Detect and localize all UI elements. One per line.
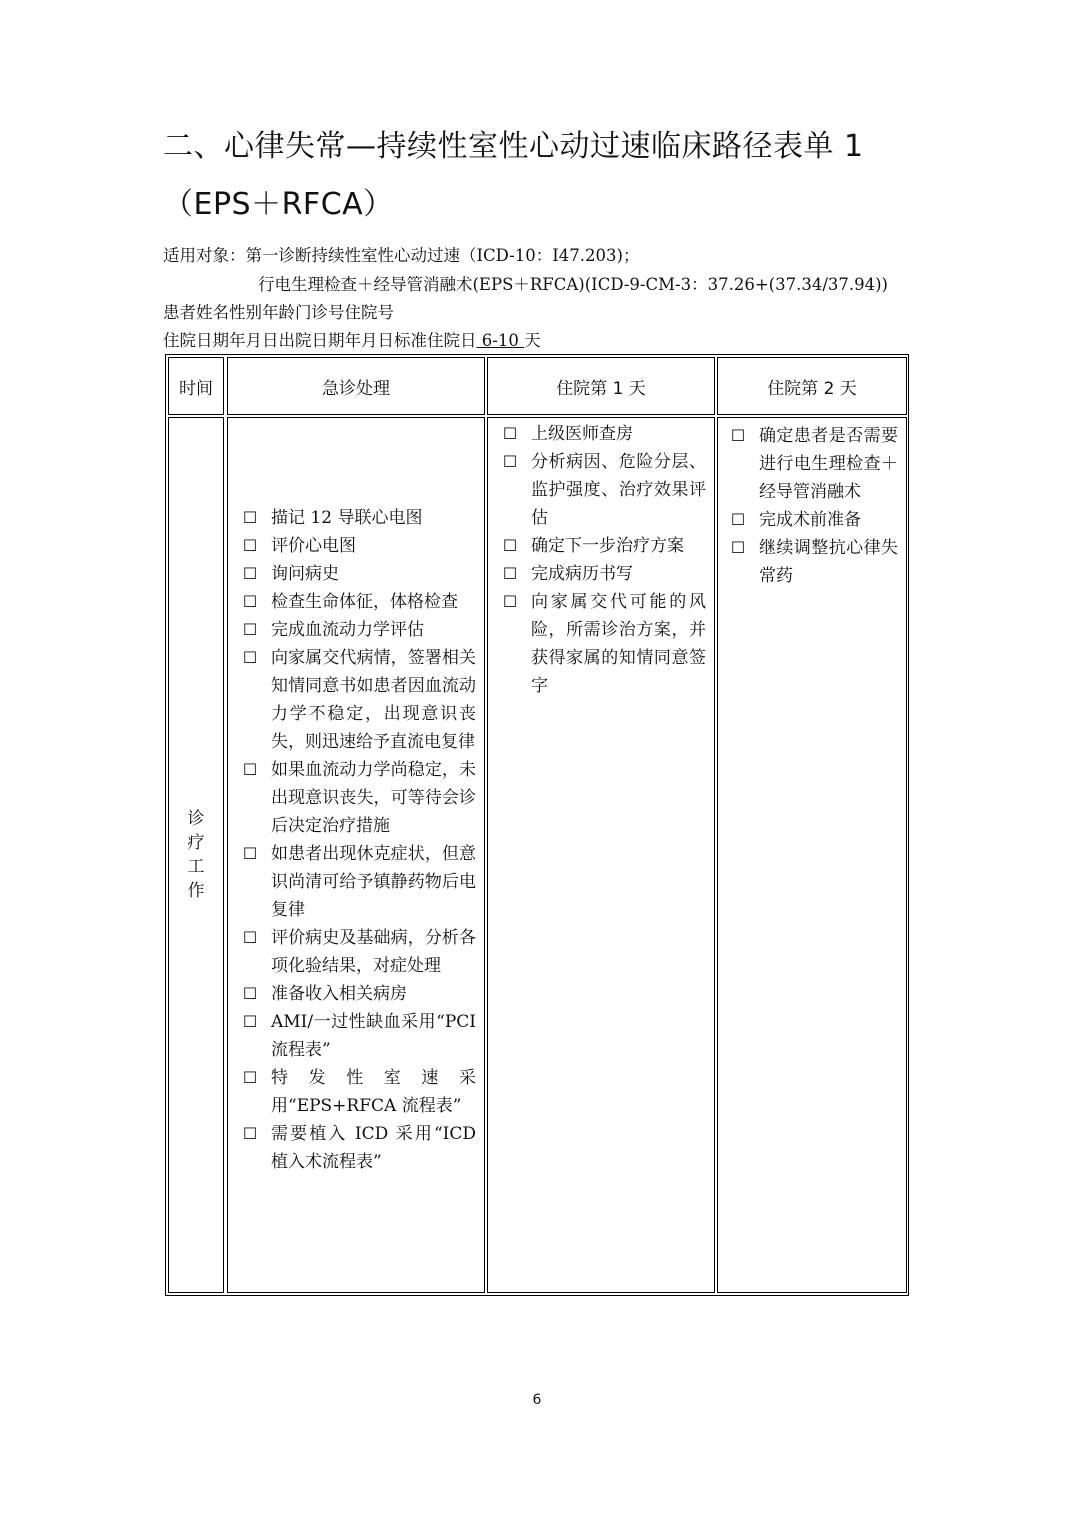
checklist-item	[240, 616, 476, 644]
checklist-item	[728, 534, 898, 590]
checkbox-icon[interactable]: ☐	[242, 508, 258, 527]
checklist-item	[500, 532, 706, 560]
header-day-1: 住院第 1 天	[487, 357, 715, 415]
row-label-char: 疗	[187, 833, 205, 853]
checklist-item-text: 检查生命体征，体格检查	[271, 592, 458, 612]
checkbox-icon[interactable]: ☐	[242, 536, 258, 555]
scope-line-1: 适用对象：第一诊断持续性室性心动过速（ICD-10：I47.203)；	[163, 246, 640, 265]
checklist-item	[500, 560, 706, 588]
checklist-item-text: 准备收入相关病房	[271, 984, 407, 1004]
header-time: 时间	[168, 357, 224, 415]
checklist-item-text: 如果血流动力学尚稳定，未出现意识丧失，可等待会诊后决定治疗措施	[271, 760, 476, 836]
checklist-item	[728, 422, 898, 506]
row-label-char: 作	[187, 881, 205, 901]
checklist-item	[500, 448, 706, 532]
checkbox-icon[interactable]: ☐	[502, 564, 518, 583]
checklist-item	[240, 532, 476, 560]
checklist-item-text: 如患者出现休克症状，但意识尚清可给予镇静药物后电复律	[271, 844, 476, 920]
day-1-checklist	[500, 420, 706, 700]
checkbox-icon[interactable]: ☐	[242, 1124, 258, 1143]
checklist-item	[240, 588, 476, 616]
checklist-item	[240, 840, 476, 924]
emergency-cell	[227, 417, 485, 1293]
checklist-item-text: 完成血流动力学评估	[271, 620, 424, 640]
checklist-item-text: 确定下一步治疗方案	[531, 536, 684, 556]
checkbox-icon[interactable]: ☐	[730, 426, 746, 445]
checklist-item-text: 特发性室速采用“EPS+RFCA 流程表”	[271, 1068, 476, 1116]
checkbox-icon[interactable]: ☐	[242, 1012, 258, 1031]
row-label-char: 诊	[187, 809, 205, 829]
checklist-item-text: 继续调整抗心律失常药	[759, 538, 898, 586]
checklist-item	[240, 756, 476, 840]
checklist-item	[240, 644, 476, 756]
day-1-cell	[487, 417, 715, 1293]
emergency-checklist	[240, 504, 476, 1176]
checkbox-icon[interactable]: ☐	[502, 592, 518, 611]
checklist-item	[240, 1120, 476, 1176]
checklist-item	[500, 588, 706, 700]
checkbox-icon[interactable]: ☐	[502, 452, 518, 471]
patient-info-line: 患者姓名性别年龄门诊号住院号	[163, 303, 394, 322]
checklist-item-text: 向家属交代病情，签署相关知情同意书如患者因血流动力学不稳定，出现意识丧失，则迅速给予直流电复律	[271, 648, 476, 752]
header-emergency: 急诊处理	[227, 357, 485, 415]
clinical-pathway-table	[165, 354, 909, 1296]
checklist-item	[728, 506, 898, 534]
row-label-char: 工	[187, 857, 205, 877]
admission-dates-line	[163, 327, 541, 355]
checklist-item-text: 向家属交代可能的风险，所需诊治方案，并获得家属的知情同意签字	[531, 592, 706, 696]
checklist-item	[240, 1064, 476, 1120]
day-2-checklist	[728, 422, 898, 590]
checkbox-icon[interactable]: ☐	[730, 510, 746, 529]
checkbox-icon[interactable]: ☐	[242, 620, 258, 639]
checkbox-icon[interactable]: ☐	[502, 536, 518, 555]
checkbox-icon[interactable]: ☐	[242, 844, 258, 863]
checkbox-icon[interactable]: ☐	[242, 984, 258, 1003]
scope-line-2: 行电生理检查＋经导管消融术(EPS＋RFCA)(ICD-9-CM-3：37.26+(37.34/37.94))	[258, 275, 888, 294]
document-title: 二、心律失常—持续性室性心动过速临床路径表单 1（EPS＋RFCA）	[163, 129, 864, 222]
checklist-item-text: 询问病史	[271, 564, 339, 584]
checklist-item-text: 评价心电图	[271, 536, 356, 556]
checklist-item	[240, 980, 476, 1008]
checklist-item-text: 确定患者是否需要进行电生理检查＋经导管消融术	[759, 426, 898, 502]
checkbox-icon[interactable]: ☐	[242, 592, 258, 611]
stay-days-value: 6-10	[476, 331, 525, 350]
day-2-cell	[717, 417, 907, 1293]
checkbox-icon[interactable]: ☐	[242, 760, 258, 779]
checklist-item-text: 上级医师查房	[531, 424, 633, 444]
checkbox-icon[interactable]: ☐	[242, 648, 258, 667]
checklist-item	[500, 420, 706, 448]
checklist-item-text: 分析病因、危险分层、监护强度、治疗效果评估	[531, 452, 706, 528]
checklist-item-text: 描记 12 导联心电图	[271, 508, 423, 528]
checkbox-icon[interactable]: ☐	[242, 564, 258, 583]
checklist-item	[240, 1008, 476, 1064]
checklist-item-text: 完成病历书写	[531, 564, 633, 584]
checklist-item-text: 评价病史及基础病，分析各项化验结果，对症处理	[271, 928, 476, 976]
checkbox-icon[interactable]: ☐	[242, 928, 258, 947]
checklist-item	[240, 504, 476, 532]
checklist-item-text: 需要植入 ICD 采用“ICD 植入术流程表”	[271, 1124, 476, 1172]
stay-days-unit: 天	[524, 331, 541, 350]
header-day-2: 住院第 2 天	[717, 357, 907, 415]
checklist-item-text: AMI/一过性缺血采用“PCI 流程表”	[271, 1012, 476, 1060]
checkbox-icon[interactable]: ☐	[502, 424, 518, 443]
dates-prefix: 住院日期年月日出院日期年月日标准住院日	[163, 331, 477, 350]
checklist-item-text: 完成术前准备	[759, 510, 861, 530]
checklist-item	[240, 560, 476, 588]
row-label-treatment-work	[168, 417, 224, 1293]
checkbox-icon[interactable]: ☐	[242, 1068, 258, 1087]
checklist-item	[240, 924, 476, 980]
checkbox-icon[interactable]: ☐	[730, 538, 746, 557]
page-number: 6	[532, 1392, 542, 1408]
